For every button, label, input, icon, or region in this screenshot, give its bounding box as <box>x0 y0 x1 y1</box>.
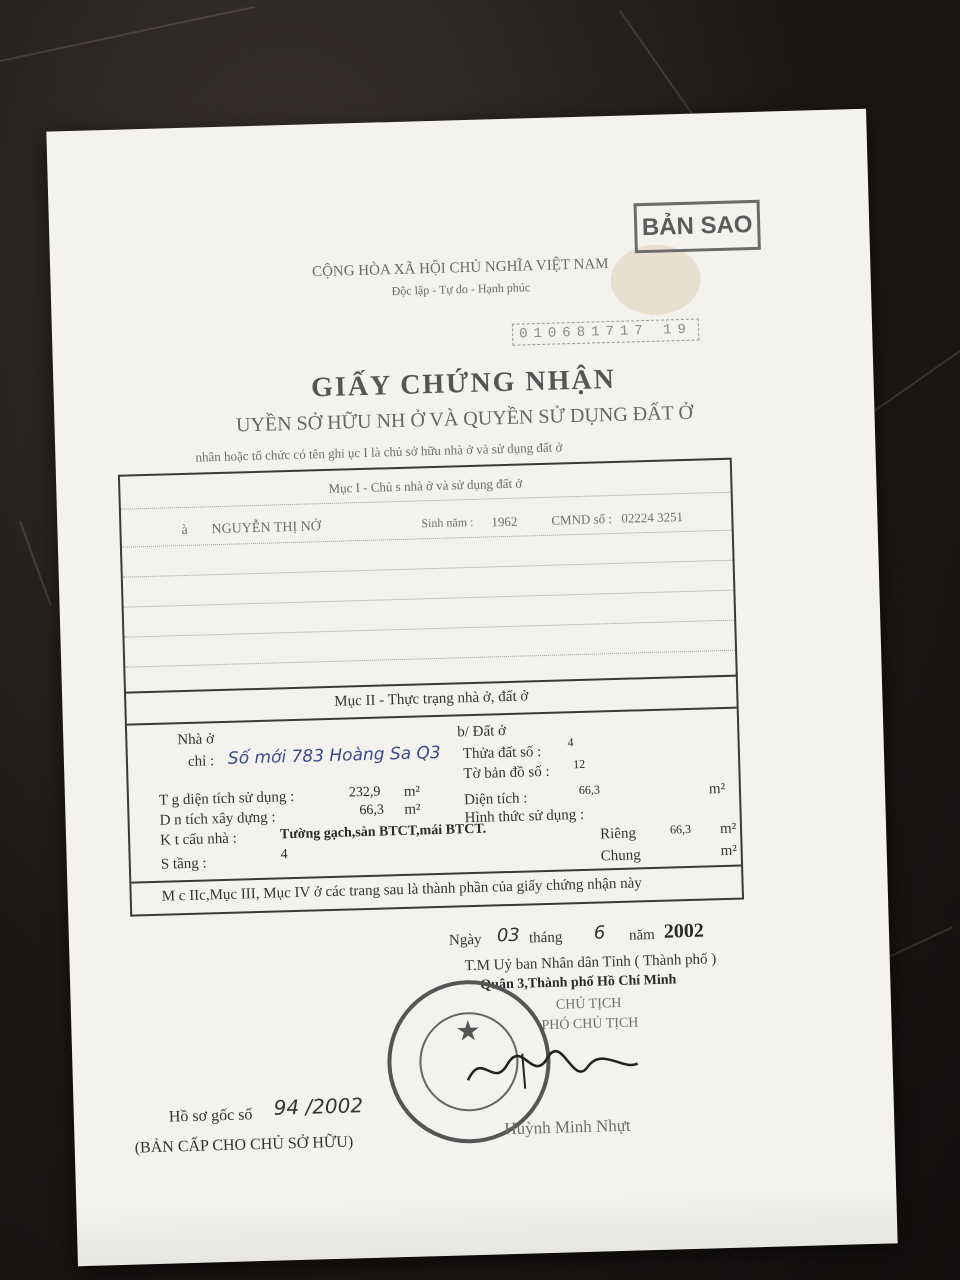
floors-label: S tầng : <box>160 855 207 873</box>
built-area-value: 66,3 <box>359 802 385 819</box>
land-heading: b/ Đất ở <box>457 723 507 741</box>
paper-edge-shade <box>76 1183 897 1266</box>
marble-vein <box>19 521 52 606</box>
marble-vein <box>859 305 960 421</box>
address-label: chỉ : <box>187 753 215 770</box>
signer-name: Huỳnh Minh Nhựt <box>504 1115 631 1139</box>
section-owner <box>118 458 738 694</box>
date-prefix: Ngày <box>448 931 482 949</box>
plot-value: 4 <box>567 735 574 750</box>
date-day: 03 <box>496 924 521 947</box>
map-value: 12 <box>572 756 586 772</box>
section-property <box>124 673 744 917</box>
structure-value: Tường gạch,sàn BTCT,mái BTCT. <box>279 821 487 843</box>
private-unit: m² <box>719 820 737 838</box>
marble-vein <box>0 6 255 62</box>
house-heading: Nhà ở <box>177 731 215 749</box>
total-area-label: T g diện tích sử dụng : <box>158 789 295 809</box>
certificate-note: nhân hoặc tổ chức có tên ghi ục I là chủ sở hữu nhà ở và sử dụng đất ở <box>195 439 563 465</box>
built-area-label: D n tích xây dựng : <box>159 809 276 829</box>
map-label: Tờ bản đồ số : <box>463 763 550 783</box>
file-label: Hồ sơ gốc số <box>168 1106 253 1126</box>
role-chairman: CHỦ TỊCH <box>555 995 622 1013</box>
handwritten-signature <box>462 1035 644 1100</box>
section-property-heading: Mục II - Thực trạng nhà ở, đất ở <box>334 688 529 710</box>
id-label: CMND số : <box>551 511 613 528</box>
floors-value: 4 <box>280 847 288 863</box>
copy-note: (BẢN CẤP CHO CHỦ SỞ HỮU) <box>134 1133 354 1157</box>
built-area-unit: m² <box>404 801 421 818</box>
seal-star-icon: ★ <box>455 1015 482 1048</box>
marble-vein <box>880 926 953 962</box>
date-year: 2002 <box>663 919 705 943</box>
land-area-value: 66,3 <box>578 782 601 798</box>
file-number: 94 /2002 <box>273 1093 364 1120</box>
birth-label: Sinh năm : <box>421 514 474 531</box>
certificate-title: GIẤY CHỨNG NHẬN <box>310 363 617 404</box>
address-value: Số mới 783 Hoàng Sa Q3 <box>227 742 442 769</box>
year-label: năm <box>628 926 656 944</box>
serial-number: 010681717 19 <box>512 319 699 346</box>
birth-year: 1962 <box>491 513 518 530</box>
total-area-value: 232,9 <box>348 784 381 801</box>
land-area-label: Diện tích : <box>463 790 528 809</box>
role-vice-chairman: PHÓ CHỦ TỊCH <box>541 1015 639 1034</box>
shared-label: Chung <box>600 847 641 865</box>
private-value: 66,3 <box>669 821 692 837</box>
structure-label: K t cấu nhà : <box>159 830 237 849</box>
shared-unit: m² <box>720 842 738 860</box>
private-label: Riêng <box>599 825 637 843</box>
org-line1: T.M Uỷ ban Nhân dân Tỉnh ( Thành phố ) <box>464 951 717 975</box>
month-label: tháng <box>528 929 563 947</box>
owner-prefix: à <box>181 522 188 539</box>
section-owner-heading: Mục I - Chủ s nhà ở và sử dụng đất ở <box>328 475 523 496</box>
date-month: 6 <box>593 922 606 944</box>
total-area-unit: m² <box>403 783 421 800</box>
org-line2: Quận 3,Thành phố Hồ Chí Minh <box>480 972 677 993</box>
section-footer-note: M c IIc,Mục III, Mục IV ở các trang sau là thành phần của giấy chứng nhận này <box>161 875 642 905</box>
certificate-paper <box>46 109 897 1266</box>
motto: Độc lập - Tự do - Hạnh phúc <box>391 280 531 299</box>
plot-label: Thửa đất số : <box>462 744 542 763</box>
land-area-unit: m² <box>708 780 726 798</box>
certificate-subtitle: UYỀN SỞ HỮU NH Ở VÀ QUYỀN SỬ DỤNG ĐẤT Ở <box>235 401 694 437</box>
owner-name: NGUYỄN THỊ NỞ <box>211 519 322 538</box>
country-title: CỘNG HÒA XÃ HỘI CHỦ NGHĨA VIỆT NAM <box>311 256 609 281</box>
use-label: Hình thức sử dụng : <box>464 806 585 827</box>
copy-stamp: BẢN SAO <box>634 200 761 253</box>
id-number: 02224 3251 <box>621 509 684 526</box>
